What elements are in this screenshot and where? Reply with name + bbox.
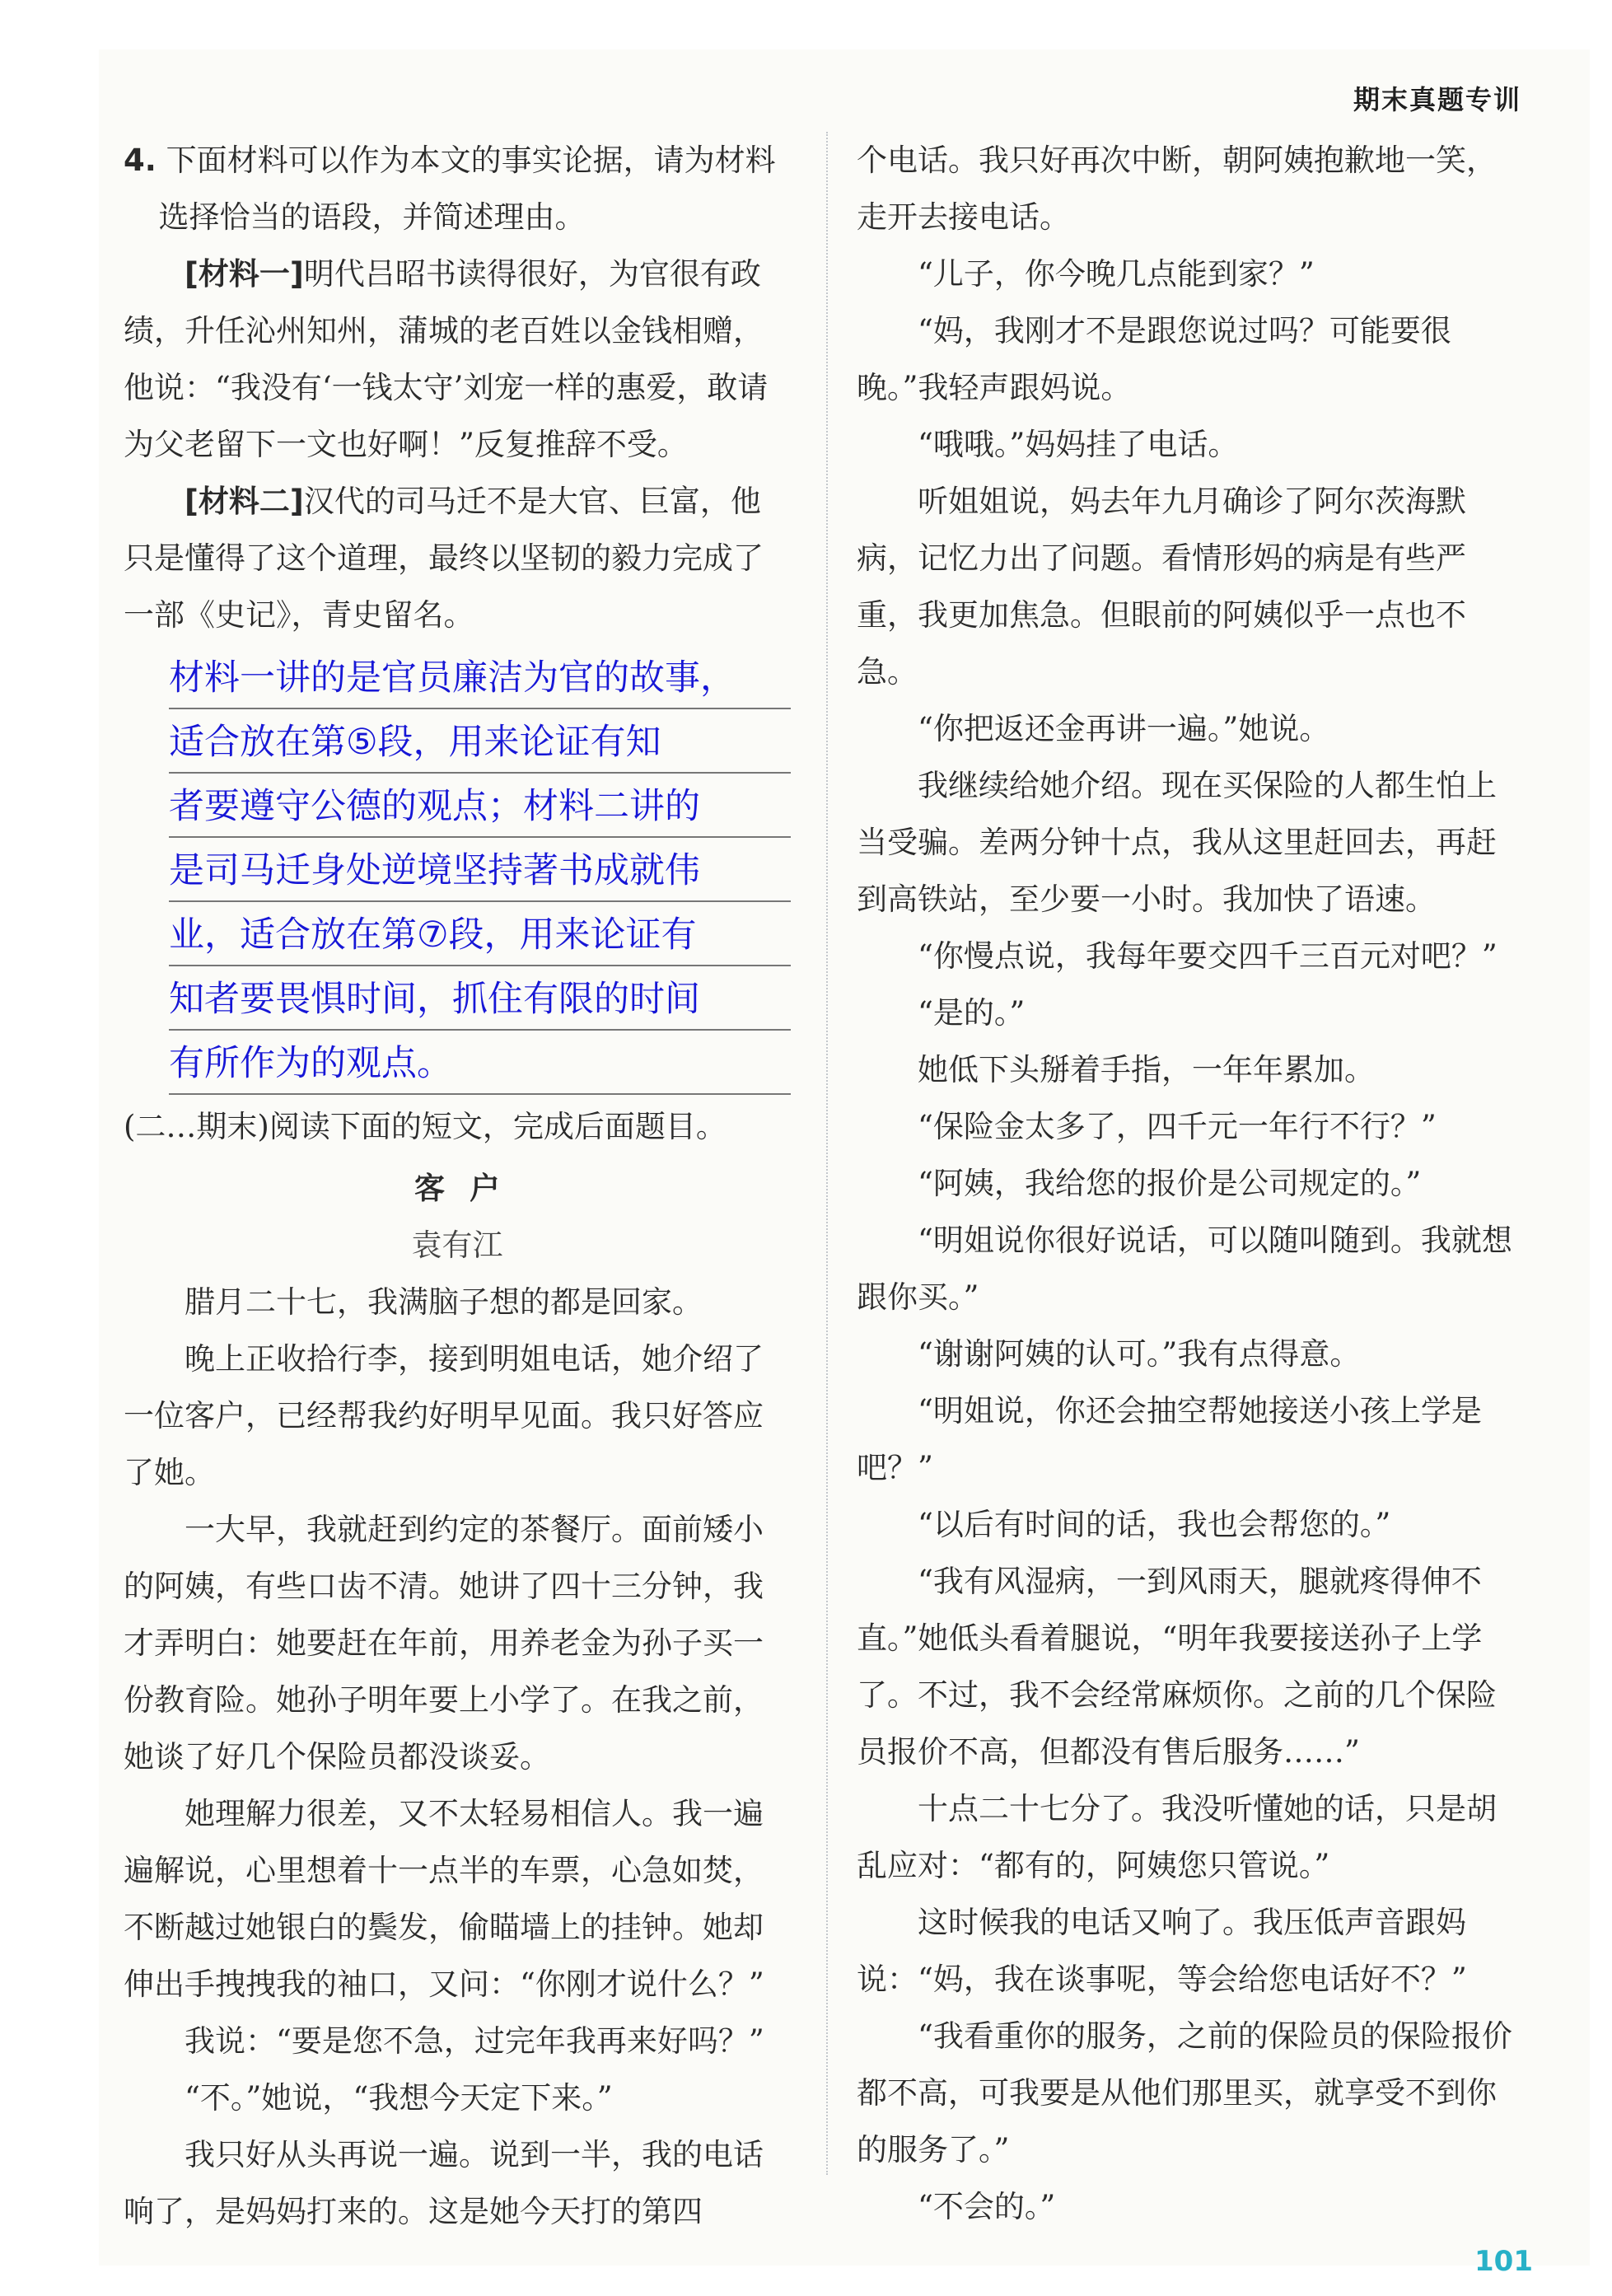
story-paragraph: 她理解力很差，又不太轻易相信人。我一遍遍解说，心里想着十一点半的车票，心急如焚，不断越过她银白的鬓发，偷瞄墙上的挂钟。她却伸出手拽拽我的袖口，又问：“你刚才说什么？” <box>124 1796 764 2002</box>
story-paragraph: “阿姨，我给您的报价是公司规定的。” <box>918 1166 1422 1201</box>
answer-line: 是司马迁身处逆境坚持著书成就伟 <box>169 838 791 902</box>
story-paragraph: “不会的。” <box>918 2189 1056 2224</box>
story-paragraph: 我说：“要是您不急，过完年我再来好吗？” <box>185 2023 764 2059</box>
story-paragraph: 我继续给她介绍。现在买保险的人都生怕上当受骗。差两分钟十点，我从这里赶回去，再赶到高铁站，至少要一小时。我加快了语速。 <box>857 768 1497 917</box>
story-paragraph: “妈，我刚才不是跟您说过吗？可能要很晚。”我轻声跟妈说。 <box>857 313 1451 405</box>
material-2-text: 汉代的司马迁不是大官、巨富，他只是懂得了这个道理，最终以坚韧的毅力完成了一部《史记》，青史留名。 <box>124 484 764 633</box>
story-paragraph: “明姐说你很好说话，可以随叫随到。我就想跟你买。” <box>857 1223 1512 1315</box>
story-paragraph: “是的。” <box>918 995 1026 1031</box>
answer-line: 有所作为的观点。 <box>169 1031 791 1095</box>
story-paragraph: “儿子，你今晚几点能到家？” <box>918 256 1315 292</box>
story-paragraph: 个电话。我只好再次中断，朝阿姨抱歉地一笑，走开去接电话。 <box>857 143 1497 235</box>
answer-line: 者要遵守公德的观点；材料二讲的 <box>169 774 791 838</box>
story-paragraph: 腊月二十七，我满脑子想的都是回家。 <box>185 1284 703 1320</box>
right-column <box>857 132 1524 2235</box>
story-paragraph: 她低下头掰着手指，一年年累加。 <box>918 1052 1375 1087</box>
question-4 <box>124 132 791 245</box>
question-prompt: 下面材料可以作为本文的事实论据，请为材料选择恰当的语段，并简述理由。 <box>158 143 776 235</box>
story-paragraph: “我有风湿病，一到风雨天，腿就疼得伸不直。”她低头看着腿说，“明年我要接送孙子上学了。不过，我不会经常麻烦你。之前的几个保险员报价不高，但都没有售后服务……” <box>857 1564 1497 1770</box>
answer-line: 材料一讲的是官员廉洁为官的故事， <box>169 645 791 709</box>
left-column <box>124 132 791 2240</box>
story-paragraph: “你把返还金再讲一遍。”她说。 <box>918 711 1330 746</box>
answer-line: 知者要畏惧时间，抓住有限的时间 <box>169 966 791 1031</box>
column-divider <box>826 132 828 2175</box>
material-1-tag: [材料一] <box>185 256 304 292</box>
story-paragraph: 一大早，我就赶到约定的茶餐厅。面前矮小的阿姨，有些口齿不清。她讲了四十三分钟，我才弄明白：她要赶在年前，用养老金为孙子买一份教育险。她孙子明年要上小学了。在我之前，她谈了好几个保险员都没谈妥。 <box>124 1512 764 1775</box>
handwritten-answer <box>169 645 791 1095</box>
story-paragraph: “保险金太多了，四千元一年行不行？” <box>918 1109 1437 1144</box>
story-paragraph: “明姐说，你还会抽空帮她接送小孩上学是吧？” <box>857 1393 1482 1485</box>
story-paragraph: “我看重你的服务，之前的保险员的保险报价都不高，可我要是从他们那里买，就享受不到你的服务了。” <box>857 2018 1512 2167</box>
story-paragraph: “谢谢阿姨的认可。”我有点得意。 <box>918 1336 1361 1372</box>
story-paragraph: “哦哦。”妈妈挂了电话。 <box>918 427 1239 462</box>
story-paragraph: 这时候我的电话又响了。我压低声音跟妈说：“妈，我在谈事呢，等会给您电话好不？” <box>857 1905 1467 1997</box>
answer-line: 适合放在第⑤段，用来论证有知 <box>169 709 791 774</box>
story-title: 客户 <box>414 1171 525 1206</box>
story-paragraph: 我只好从头再说一遍。说到一半，我的电话响了，是妈妈打来的。这是她今天打的第四 <box>124 2137 764 2229</box>
material-1 <box>124 245 791 473</box>
story-paragraph: 听姐姐说，妈去年九月确诊了阿尔茨海默病，记忆力出了问题。看情形妈的病是有些严重，我更加焦急。但眼前的阿姨似乎一点也不急。 <box>857 484 1466 690</box>
story-paragraph: “以后有时间的话，我也会帮您的。” <box>918 1507 1391 1542</box>
material-2-tag: [材料二] <box>185 484 304 519</box>
material-1-text: 明代吕昭书读得很好，为官很有政绩，升任沁州知州，蒲城的老百姓以金钱相赠，他说：“我没有‘一钱太守’刘宠一样的惠爱，敢请为父老留下一文也好啊！”反复推辞不受。 <box>124 256 769 462</box>
story-paragraph: 十点二十七分了。我没听懂她的话，只是胡乱应对：“都有的，阿姨您只管说。” <box>857 1791 1497 1883</box>
section-2-intro: (二…期末)阅读下面的短文，完成后面题目。 <box>124 1109 727 1144</box>
story-paragraph: “不。”她说，“我想今天定下来。” <box>185 2080 613 2116</box>
story-paragraph: 晚上正收拾行李，接到明姐电话，她介绍了一位客户，已经帮我约好明早见面。我只好答应了她。 <box>124 1341 764 1490</box>
page-header-title: 期末真题专训 <box>1353 84 1521 115</box>
answer-line: 业，适合放在第⑦段，用来论证有 <box>169 902 791 966</box>
material-2 <box>124 473 791 643</box>
story-paragraph: “你慢点说，我每年要交四千三百元对吧？” <box>918 938 1498 974</box>
question-number: 4. <box>124 143 157 178</box>
page-number: 101 <box>1474 2245 1533 2278</box>
story-author: 袁有江 <box>411 1227 503 1263</box>
